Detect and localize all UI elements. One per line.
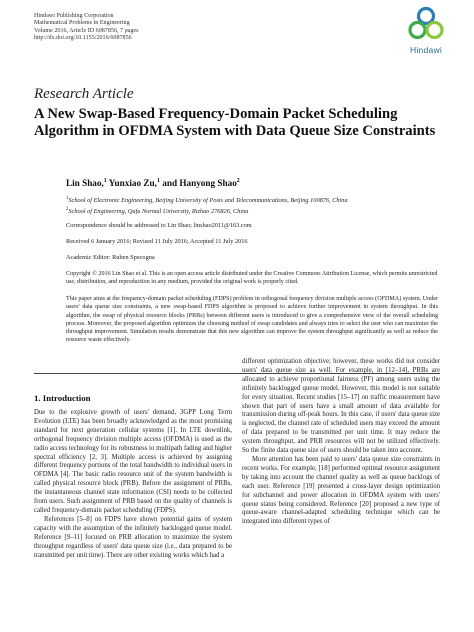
abstract: This paper aims at the frequency-domain packet scheduling (FDPS) problem in orthogonal frequency division multiple access (OFDMA) system. Under users' data queue size constraints, a new swap-based FDPS algorithm is proposed to achieve further improvement in system throughput. In this algorithm, the swap of physical resource blocks (PRBs) between different users is introduced to give a comprehensive view of the overall scheduling process. Moreover, the proposed algorithm optimizes the choosing method of swap candidates and always tries to select the user who can maximize the throughput improvement. Simulation results demonstrate that this new algorithm can improve the system throughput significantly as well as reduce the resource waste effectively. (66, 296, 438, 344)
author-name: Lin Shao, (66, 178, 104, 189)
article-title: A New Swap-Based Frequency-Domain Packet Scheduling Algorithm in OFDMA System with Data Queue Size Constraints (34, 106, 436, 140)
author-affil-mark: 1 (156, 178, 160, 184)
affil-mark: 1 (66, 196, 69, 201)
affiliations (66, 195, 348, 216)
journal-volume: Volume 2016, Article ID 6087856, 7 pages (34, 27, 139, 34)
author-affil-mark: 2 (236, 178, 240, 184)
journal-name: Mathematical Problems in Engineering (34, 20, 130, 27)
body-paragraph: different optimization objective; however, these works did not consider users' data queue size as well. For example, in [12–14], PRBs are allocated to achieve proportional fairness (PF) among users using the infinitely backlogged queue model. However, this model is not suitable for every situation. Recent studies [15–17] on traffic measurement have shown that part of users have a small amount of data available for transmission during off-peak hours. In this case, if users' data queue size is neglected, the channel rate of scheduled users may exceed the amount of data prepared to be transmitted per unit time. It may reduce the system throughput, and PRB resources will not be utilized effectively. So the finite data queue size of users should be taken into account. (242, 358, 440, 455)
author-name: and Hanyong Shao (159, 178, 237, 189)
correspondence: Correspondence should be addressed to Lin Shao; linshao2011@163.com (66, 222, 252, 229)
author-affil-mark: 1 (103, 178, 107, 184)
dates: Received 6 January 2016; Revised 11 July 2016; Accepted 11 July 2016 (66, 238, 248, 245)
affil-mark: 2 (66, 206, 69, 212)
affiliation-line (66, 195, 348, 206)
article-type: Research Article (34, 86, 134, 102)
academic-editor: Academic Editor: Ruben Specogna (66, 254, 155, 261)
left-column (34, 393, 232, 560)
copyright: Copyright © 2016 Lin Shao et al. This is an open access article distributed under the Creative Commons Attribution License, which permits unrestricted use, distribution, and reproduction in any medium, provided the original work is properly cited. (66, 271, 438, 286)
journal-publisher: Hindawi Publishing Corporation (34, 13, 114, 19)
hindawi-rings-icon (405, 6, 447, 44)
affiliation-text: School of Electronic Engineering, Beijing University of Posts and Telecommunications, Beijing 100876, China (68, 197, 348, 205)
journal-doi[interactable]: http://dx.doi.org/10.1155/2016/6087856 (34, 35, 132, 42)
affiliation-text: School of Engineering, Qufu Normal University, Rizhao 276826, China (68, 207, 249, 215)
section-title: 1. Introduction (34, 393, 91, 403)
journal-header (34, 13, 138, 43)
body-paragraph: More attention has been paid to users' data queue size constraints in recent works. For example, [18] performed optimal resource assignment by taking into account the channel quality as well as queue backlogs of each user. Reference [19] presented a cross-layer design optimization for subchannel and power allocation in OFDMA system with users' queue status being considered. Reference [20] proposed a new type of queue-aware channel-adapted scheduling technique which can be integrated into different types of (242, 455, 440, 526)
logo-text: Hindawi (410, 45, 442, 55)
affiliation-line (66, 206, 348, 217)
right-column (242, 358, 440, 527)
body-paragraph: Due to the explosive growth of users' demand, 3GPP Long Term Evolution (LTE) has been broadly acknowledged as the most promising standard for next generation cellular systems [1]. In LTE downlink, orthogonal frequency division multiple access (OFDMA) is used as the radio access technology for its robustness to multipath fading and higher spectral efficiency [2, 3]. Multiple access is achieved by assigning different frequency portions of the total bandwidth to individual users in OFDMA [4]. The basic radio resource unit of the system bandwidth is called physical resource block (PRB). Before the assignment of PRBs, the instantaneous channel state information (CSI) needs to be collected from users. Such assignment of PRB based on the quality of channels is called frequency-domain packet scheduling (FDPS). (34, 409, 232, 514)
author-name: Yunxiao Zu, (106, 178, 157, 189)
author-list (66, 178, 240, 188)
hindawi-logo (396, 6, 456, 55)
body-paragraph: References [5–8] on FDPS have shown potential gains of system capacity with the assumption of the infinitely backlogged queue model. Reference [9–11] focused on PRB allocation to maximize the system throughput regardless of users' data queue size (i.e., data prepared to be transmitted per unit time). There are other existing works which had a (34, 515, 232, 559)
